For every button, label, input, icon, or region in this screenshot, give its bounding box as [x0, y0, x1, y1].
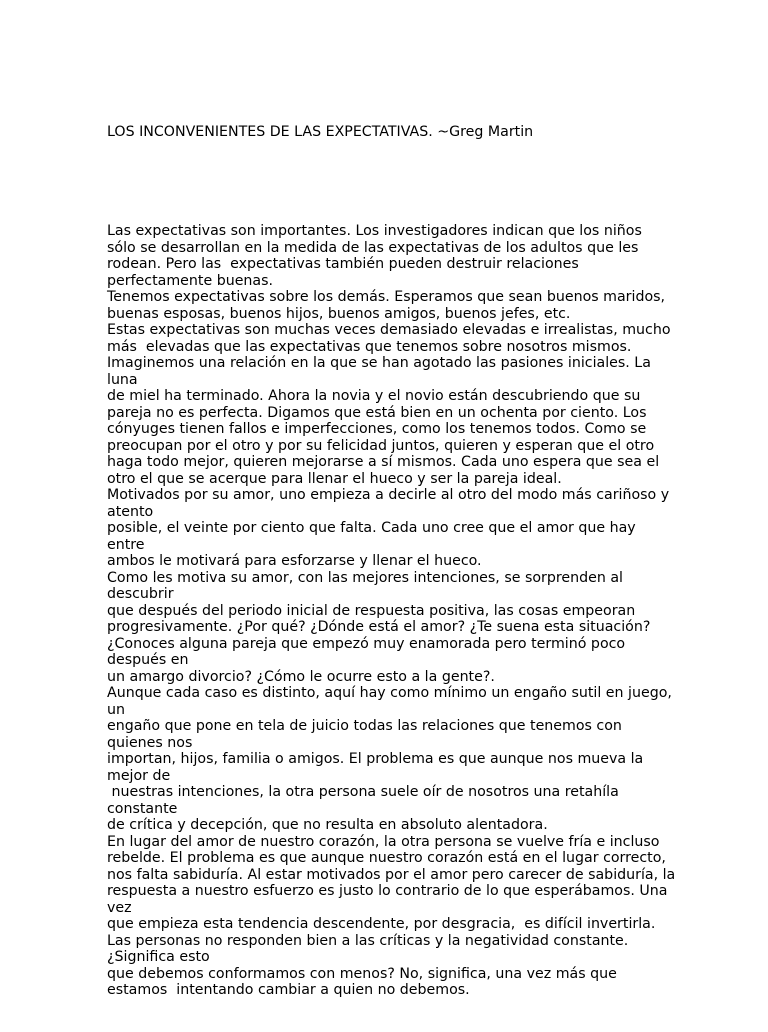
- text-line: que debemos conformamos con menos? No, significa, una vez más que: [107, 965, 617, 982]
- text-line: Las expectativas son importantes. Los investigadores indican que los niños: [107, 223, 642, 239]
- text-line: entre: [107, 536, 145, 553]
- text-line: descubrir: [107, 586, 174, 602]
- text-line: posible, el veinte por ciento que falta. Cada uno cree que el amor que hay: [107, 520, 636, 536]
- text-line: rodean. Pero las expectativas también pueden destruir relaciones: [107, 256, 579, 272]
- text-line: luna: [107, 371, 138, 388]
- text-line: Motivados por su amor, uno empieza a decirle al otro del modo más cariñoso y: [107, 487, 670, 503]
- text-line: Tenemos expectativas sobre los demás. Esperamos que sean buenos maridos,: [107, 289, 666, 305]
- text-line: de miel ha terminado. Ahora la novia y el novio están descubriendo que su: [107, 388, 641, 404]
- text-line: ¿Conoces alguna pareja que empezó muy enamorada pero terminó poco: [107, 635, 626, 652]
- text-line: Aunque cada caso es distinto, aquí hay como mínimo un engaño sutil en juego,: [107, 685, 672, 701]
- document-body: [107, 223, 707, 999]
- text-line: un amargo divorcio? ¿Cómo le ocurre esto a la gente?.: [107, 668, 495, 685]
- text-line: estamos intentando cambiar a quien no debemos.: [107, 982, 470, 998]
- text-line: quienes nos: [107, 734, 193, 751]
- text-line: otro el que se acerque para llenar el hueco y ser la pareja ideal.: [107, 470, 562, 487]
- text-line: atento: [107, 503, 154, 520]
- text-line: progresivamente. ¿Por qué? ¿Dónde está el amor? ¿Te suena esta situación?: [107, 619, 651, 635]
- text-line: engaño que pone en tela de juicio todas las relaciones que tenemos con: [107, 718, 622, 734]
- text-line: que después del periodo inicial de respuesta positiva, las cosas empeoran: [107, 602, 636, 619]
- text-line: de crítica y decepción, que no resulta en absoluto alentadora.: [107, 817, 548, 833]
- text-line: nos falta sabiduría. Al estar motivados por el amor pero carecer de sabiduría, la: [107, 866, 676, 883]
- text-line: Como les motiva su amor, con las mejores intenciones, se sorprenden al: [107, 569, 623, 586]
- document-title: LOS INCONVENIENTES DE LAS EXPECTATIVAS. ~Greg Martin: [107, 124, 534, 140]
- text-line: después en: [107, 652, 189, 668]
- text-line: perfectamente buenas.: [107, 272, 274, 289]
- text-line: Imaginemos una relación en la que se han agotado las pasiones iniciales. La: [107, 355, 651, 371]
- text-line: un: [107, 701, 125, 718]
- text-line: ambos le motivará para esforzarse y llenar el hueco.: [107, 553, 482, 569]
- text-line: En lugar del amor de nuestro corazón, la otra persona se vuelve fría e incluso: [107, 833, 660, 850]
- text-line: más elevadas que las expectativas que tenemos sobre nosotros mismos.: [107, 338, 632, 355]
- text-line: constante: [107, 800, 178, 817]
- text-line: ¿Significa esto: [107, 949, 210, 965]
- text-line: mejor de: [107, 767, 171, 784]
- text-line: pareja no es perfecta. Digamos que está bien en un ochenta por ciento. Los: [107, 404, 647, 421]
- text-line: que empieza esta tendencia descendente, por desgracia, es difícil invertirla.: [107, 916, 656, 932]
- text-line: respuesta a nuestro esfuerzo es justo lo contrario de lo que esperábamos. Una: [107, 883, 668, 899]
- text-line: importan, hijos, familia o amigos. El problema es que aunque nos mueva la: [107, 751, 644, 767]
- text-line: preocupan por el otro y por su felicidad juntos, quieren y esperan que el otro: [107, 437, 655, 454]
- text-line: rebelde. El problema es que aunque nuestro corazón está en el lugar correcto,: [107, 850, 666, 866]
- blank-line: [107, 174, 707, 191]
- text-line: Las personas no responden bien a las críticas y la negatividad constante.: [107, 932, 629, 949]
- text-line: nuestras intenciones, la otra persona suele oír de nosotros una retahíla: [107, 784, 619, 800]
- text-line: Estas expectativas son muchas veces demasiado elevadas e irrealistas, mucho: [107, 322, 671, 338]
- text-line: vez: [107, 899, 132, 916]
- document-text: [107, 91, 707, 1032]
- text-line: haga todo mejor, quieren mejorarse a sí mismos. Cada uno espera que sea el: [107, 454, 660, 470]
- text-line: buenas esposas, buenos hijos, buenos amigos, buenos jefes, etc.: [107, 305, 571, 322]
- text-line: cónyuges tienen fallos e imperfecciones, como los tenemos todos. Como se: [107, 421, 647, 437]
- text-line: sólo se desarrollan en la medida de las expectativas de los adultos que les: [107, 239, 639, 256]
